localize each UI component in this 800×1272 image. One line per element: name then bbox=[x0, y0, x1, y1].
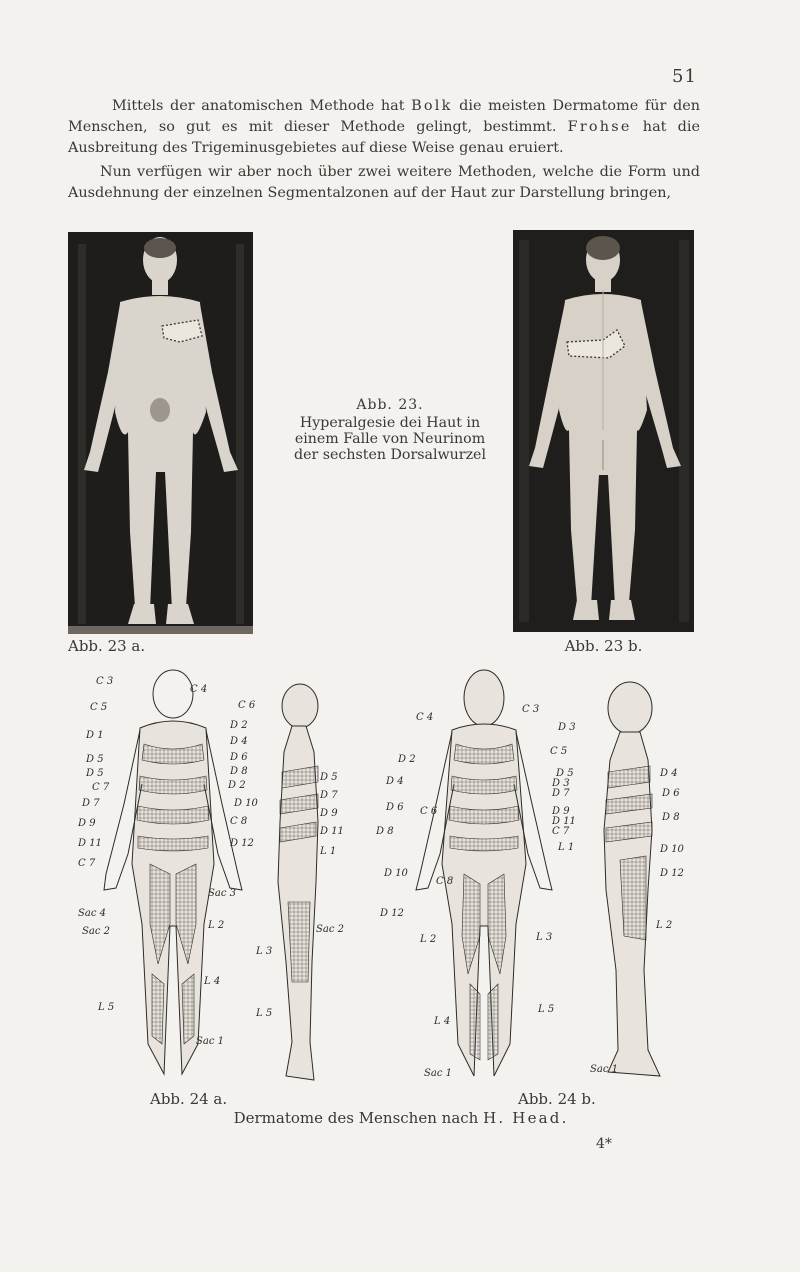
author-frohse: Frohse bbox=[567, 119, 632, 135]
paragraph-2: Nun verfügen wir aber noch über zwei weitere Methoden, welche die Form und Ausdehnung der einzelnen Segmentalzonen auf der Haut zur Darstellung bringen, bbox=[68, 164, 700, 201]
label-a-11: C 6 bbox=[238, 700, 256, 711]
figure-23-line-2: einem Falle von Neurinom bbox=[294, 431, 486, 447]
label-as-0: D 5 bbox=[320, 772, 338, 783]
photo-front-figure bbox=[68, 232, 253, 634]
caption-23a: Abb. 23 a. bbox=[68, 637, 146, 655]
label-b-3: C 5 bbox=[550, 746, 568, 757]
label-a-17: D 10 bbox=[234, 798, 258, 809]
label-a-6: D 7 bbox=[82, 798, 100, 809]
label-bs-0: D 4 bbox=[660, 768, 678, 779]
dermatome-back-view bbox=[78, 664, 268, 1089]
label-a-22: Sac 2 bbox=[82, 926, 110, 937]
label-b-19: L 2 bbox=[420, 934, 437, 945]
label-b-17: D 10 bbox=[384, 868, 408, 879]
label-b-14: C 7 bbox=[552, 826, 570, 837]
label-b-15: L 1 bbox=[558, 842, 575, 853]
label-b-8: D 6 bbox=[386, 802, 404, 813]
label-a-7: D 9 bbox=[78, 818, 96, 829]
author-head: H. Head bbox=[483, 1109, 562, 1127]
para1-text-a: Mittels der anatomischen Methode hat bbox=[112, 98, 412, 114]
label-bs-4: D 12 bbox=[660, 868, 684, 879]
label-b-21: L 4 bbox=[434, 1016, 451, 1027]
label-as-1: D 7 bbox=[320, 790, 338, 801]
label-as-4: L 1 bbox=[320, 846, 337, 857]
label-b-23: Sac 1 bbox=[424, 1068, 452, 1079]
label-b-20: L 3 bbox=[536, 932, 553, 943]
label-a-16: D 2 bbox=[228, 780, 246, 791]
label-as-5: Sac 2 bbox=[316, 924, 344, 935]
caption-24b: Abb. 24 b. bbox=[518, 1090, 596, 1108]
label-a-4: D 5 bbox=[86, 768, 104, 779]
caption-period: . bbox=[561, 1109, 567, 1127]
label-as-6: L 3 bbox=[256, 946, 273, 957]
label-a-2: D 1 bbox=[86, 730, 104, 741]
label-b-9: D 3 bbox=[552, 778, 570, 789]
para1-text-b: die meisten Dermatome für den Menschen, so gut es mit dieser Methode gelingt, bestimmt. bbox=[68, 98, 700, 135]
label-b-16: D 8 bbox=[376, 826, 394, 837]
figure-23-title: Abb. 23. bbox=[356, 397, 424, 413]
label-b-0: C 4 bbox=[416, 712, 434, 723]
label-b-13: C 6 bbox=[420, 806, 438, 817]
label-a-9: C 7 bbox=[78, 858, 96, 869]
figure-23-caption bbox=[286, 397, 494, 463]
photo-back-figure bbox=[513, 230, 694, 632]
label-a-26: Sac 1 bbox=[196, 1036, 224, 1047]
figure-23-line-3: der sechsten Dorsalwurzel bbox=[293, 447, 486, 463]
label-a-24: L 4 bbox=[204, 976, 221, 987]
label-b-5: D 4 bbox=[386, 776, 404, 787]
label-a-18: C 8 bbox=[230, 816, 248, 827]
label-a-14: D 6 bbox=[230, 752, 248, 763]
label-b-18: D 12 bbox=[380, 908, 404, 919]
label-a-12: D 2 bbox=[230, 720, 248, 731]
dermatome-side-view-b bbox=[590, 680, 720, 1085]
para1-text-c: hat die Ausbreitung des Trigeminusgebietes auf diese Weise genau eruiert. bbox=[68, 119, 700, 156]
label-b-1: C 3 bbox=[522, 704, 540, 715]
label-b-11: D 11 bbox=[552, 816, 576, 827]
label-a-10: C 4 bbox=[190, 684, 208, 695]
label-b-22: L 5 bbox=[538, 1004, 555, 1015]
label-as-3: D 11 bbox=[320, 826, 344, 837]
label-a-5: C 7 bbox=[92, 782, 110, 793]
label-a-1: C 5 bbox=[90, 702, 108, 713]
label-bs-5: L 2 bbox=[656, 920, 673, 931]
figure-24-caption-text: Dermatome des Menschen nach bbox=[233, 1109, 484, 1127]
label-a-25: L 5 bbox=[98, 1002, 115, 1013]
label-a-15: D 8 bbox=[230, 766, 248, 777]
label-b-7: D 7 bbox=[552, 788, 570, 799]
page-number: 51 bbox=[672, 66, 697, 87]
label-as-2: D 9 bbox=[320, 808, 338, 819]
label-a-13: D 4 bbox=[230, 736, 248, 747]
paragraph-1 bbox=[68, 96, 700, 159]
label-b-10: D 9 bbox=[552, 806, 570, 817]
label-b-4: D 2 bbox=[398, 754, 416, 765]
author-bolk: Bolk bbox=[411, 98, 453, 114]
label-a-19: D 12 bbox=[230, 838, 254, 849]
label-a-8: D 11 bbox=[78, 838, 102, 849]
figure-24-caption bbox=[200, 1109, 600, 1127]
label-b-12: C 8 bbox=[436, 876, 454, 887]
dermatome-side-view-a bbox=[256, 682, 346, 1087]
signature-mark: 4* bbox=[596, 1136, 612, 1152]
label-a-21: Sac 4 bbox=[78, 908, 106, 919]
label-b-6: D 5 bbox=[556, 768, 574, 779]
label-a-23: L 2 bbox=[208, 920, 225, 931]
caption-23b: Abb. 23 b. bbox=[564, 637, 643, 655]
label-bs-6: Sac 1 bbox=[590, 1064, 618, 1075]
caption-24a: Abb. 24 a. bbox=[150, 1090, 228, 1108]
label-a-3: D 5 bbox=[86, 754, 104, 765]
label-a-20: Sac 3 bbox=[208, 888, 236, 899]
label-bs-2: D 8 bbox=[662, 812, 680, 823]
label-b-2: D 3 bbox=[558, 722, 576, 733]
label-bs-1: D 6 bbox=[662, 788, 680, 799]
label-as-7: L 5 bbox=[256, 1008, 273, 1019]
figure-23-line-1: Hyperalgesie dei Haut in bbox=[299, 415, 481, 431]
dermatome-front-view bbox=[376, 664, 586, 1089]
label-a-0: C 3 bbox=[96, 676, 114, 687]
label-bs-3: D 10 bbox=[660, 844, 684, 855]
